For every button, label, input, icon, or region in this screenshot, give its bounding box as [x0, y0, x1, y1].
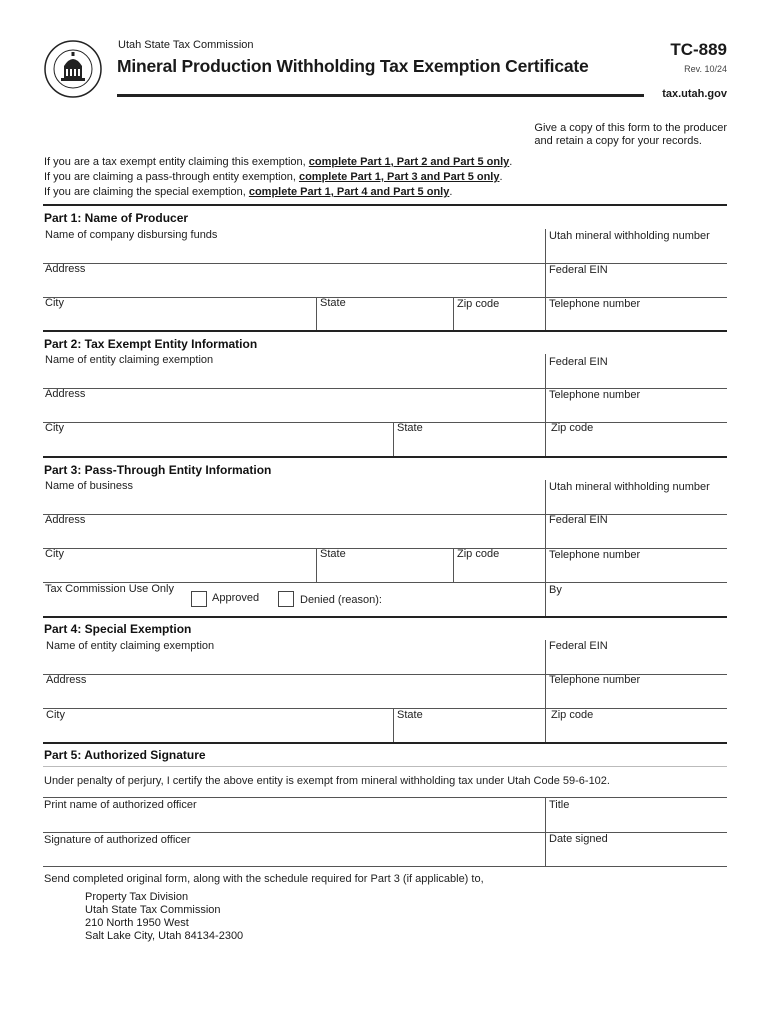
denied-label: Denied (reason): [300, 594, 382, 606]
part4-top-rule [43, 616, 727, 618]
part4-city-label: City [46, 709, 65, 721]
certification-statement: Under penalty of perjury, I certify the above entity is exempt from mineral withholding tax under Utah Code 59-6-102. [44, 775, 610, 787]
agency-name: Utah State Tax Commission [118, 39, 254, 51]
part1-state-label: State [320, 297, 346, 309]
signature-label: Signature of authorized officer [44, 834, 191, 846]
part3-withholding-number-label: Utah mineral withholding number [549, 481, 710, 493]
part3-telephone-label: Telephone number [549, 549, 641, 561]
part1-company-name-label: Name of company disbursing funds [45, 229, 218, 241]
send-note: Send completed original form, along with the schedule required for Part 3 (if applicable) to, [44, 873, 484, 885]
date-signed-label: Date signed [549, 833, 608, 845]
part4-state-label: State [397, 709, 423, 721]
part3-commission-use-label: Tax Commission Use Only [45, 583, 174, 595]
part4-zip-label: Zip code [551, 709, 594, 721]
part2-telephone-label: Telephone number [549, 389, 641, 401]
print-name-label: Print name of authorized officer [44, 799, 197, 811]
part4-address-label: Address [46, 674, 87, 686]
approved-checkbox[interactable] [191, 591, 207, 607]
part2-entity-name-label: Name of entity claiming exemption [45, 354, 214, 366]
part1-city-label: City [45, 297, 64, 309]
part2-top-rule [43, 330, 727, 332]
address-line-3: 210 North 1950 West [85, 917, 189, 929]
denied-checkbox[interactable] [278, 591, 294, 607]
part2-federal-ein-label: Federal EIN [549, 356, 608, 368]
part2-heading: Part 2: Tax Exempt Entity Information [44, 337, 258, 351]
revision-date: Rev. 10/24 [684, 64, 727, 74]
address-line-1: Property Tax Division [85, 891, 189, 903]
part1-telephone-label: Telephone number [549, 298, 641, 310]
instruction-line-1: If you are a tax exempt entity claiming this exemption, complete Part 1, Part 2 and Part 5 only. [44, 156, 513, 168]
part1-top-rule [43, 204, 727, 206]
part5-heading: Part 5: Authorized Signature [44, 748, 206, 762]
address-line-4: Salt Lake City, Utah 84134-2300 [85, 930, 244, 942]
part5-top-rule [43, 742, 727, 744]
part2-address-label: Address [45, 388, 86, 400]
part3-state-label: State [320, 548, 346, 560]
part2-state-label: State [397, 422, 423, 434]
part2-zip-label: Zip code [551, 422, 594, 434]
form-title: Mineral Production Withholding Tax Exemption Certificate [117, 56, 589, 76]
copy-note-line-2: and retain a copy for your records. [534, 135, 702, 147]
copy-note-line-1: Give a copy of this form to the producer [534, 122, 727, 134]
part3-top-rule [43, 456, 727, 458]
website-link[interactable]: tax.utah.gov [662, 88, 727, 100]
part3-zip-label: Zip code [457, 548, 500, 560]
part4-federal-ein-label: Federal EIN [549, 640, 608, 652]
part4-telephone-label: Telephone number [549, 674, 641, 686]
part2-city-label: City [45, 422, 64, 434]
part3-federal-ein-label: Federal EIN [549, 514, 608, 526]
address-line-2: Utah State Tax Commission [85, 904, 221, 916]
copy-note [534, 122, 727, 148]
approved-label: Approved [212, 592, 260, 604]
part1-address-label: Address [45, 263, 86, 275]
part3-city-label: City [45, 548, 64, 560]
part3-business-name-label: Name of business [45, 480, 134, 492]
part1-zip-label: Zip code [457, 298, 500, 310]
instruction-line-3: If you are claiming the special exemption, complete Part 1, Part 4 and Part 5 only. [44, 186, 453, 198]
part1-federal-ein-label: Federal EIN [549, 264, 608, 276]
title-underline [117, 94, 644, 97]
part3-address-label: Address [45, 514, 86, 526]
part3-by-label: By [549, 584, 562, 596]
part1-withholding-number-label: Utah mineral withholding number [549, 230, 710, 242]
part4-heading: Part 4: Special Exemption [44, 622, 192, 636]
state-seal-logo [44, 40, 102, 98]
title-label: Title [549, 799, 570, 811]
part3-heading: Part 3: Pass-Through Entity Information [44, 463, 272, 477]
instruction-line-2: If you are claiming a pass-through entity exemption, complete Part 1, Part 3 and Part 5 only. [44, 171, 503, 183]
part1-heading: Part 1: Name of Producer [44, 211, 189, 225]
form-number: TC-889 [670, 40, 727, 59]
mailing-address [85, 891, 243, 943]
part4-entity-name-label: Name of entity claiming exemption [46, 640, 215, 652]
